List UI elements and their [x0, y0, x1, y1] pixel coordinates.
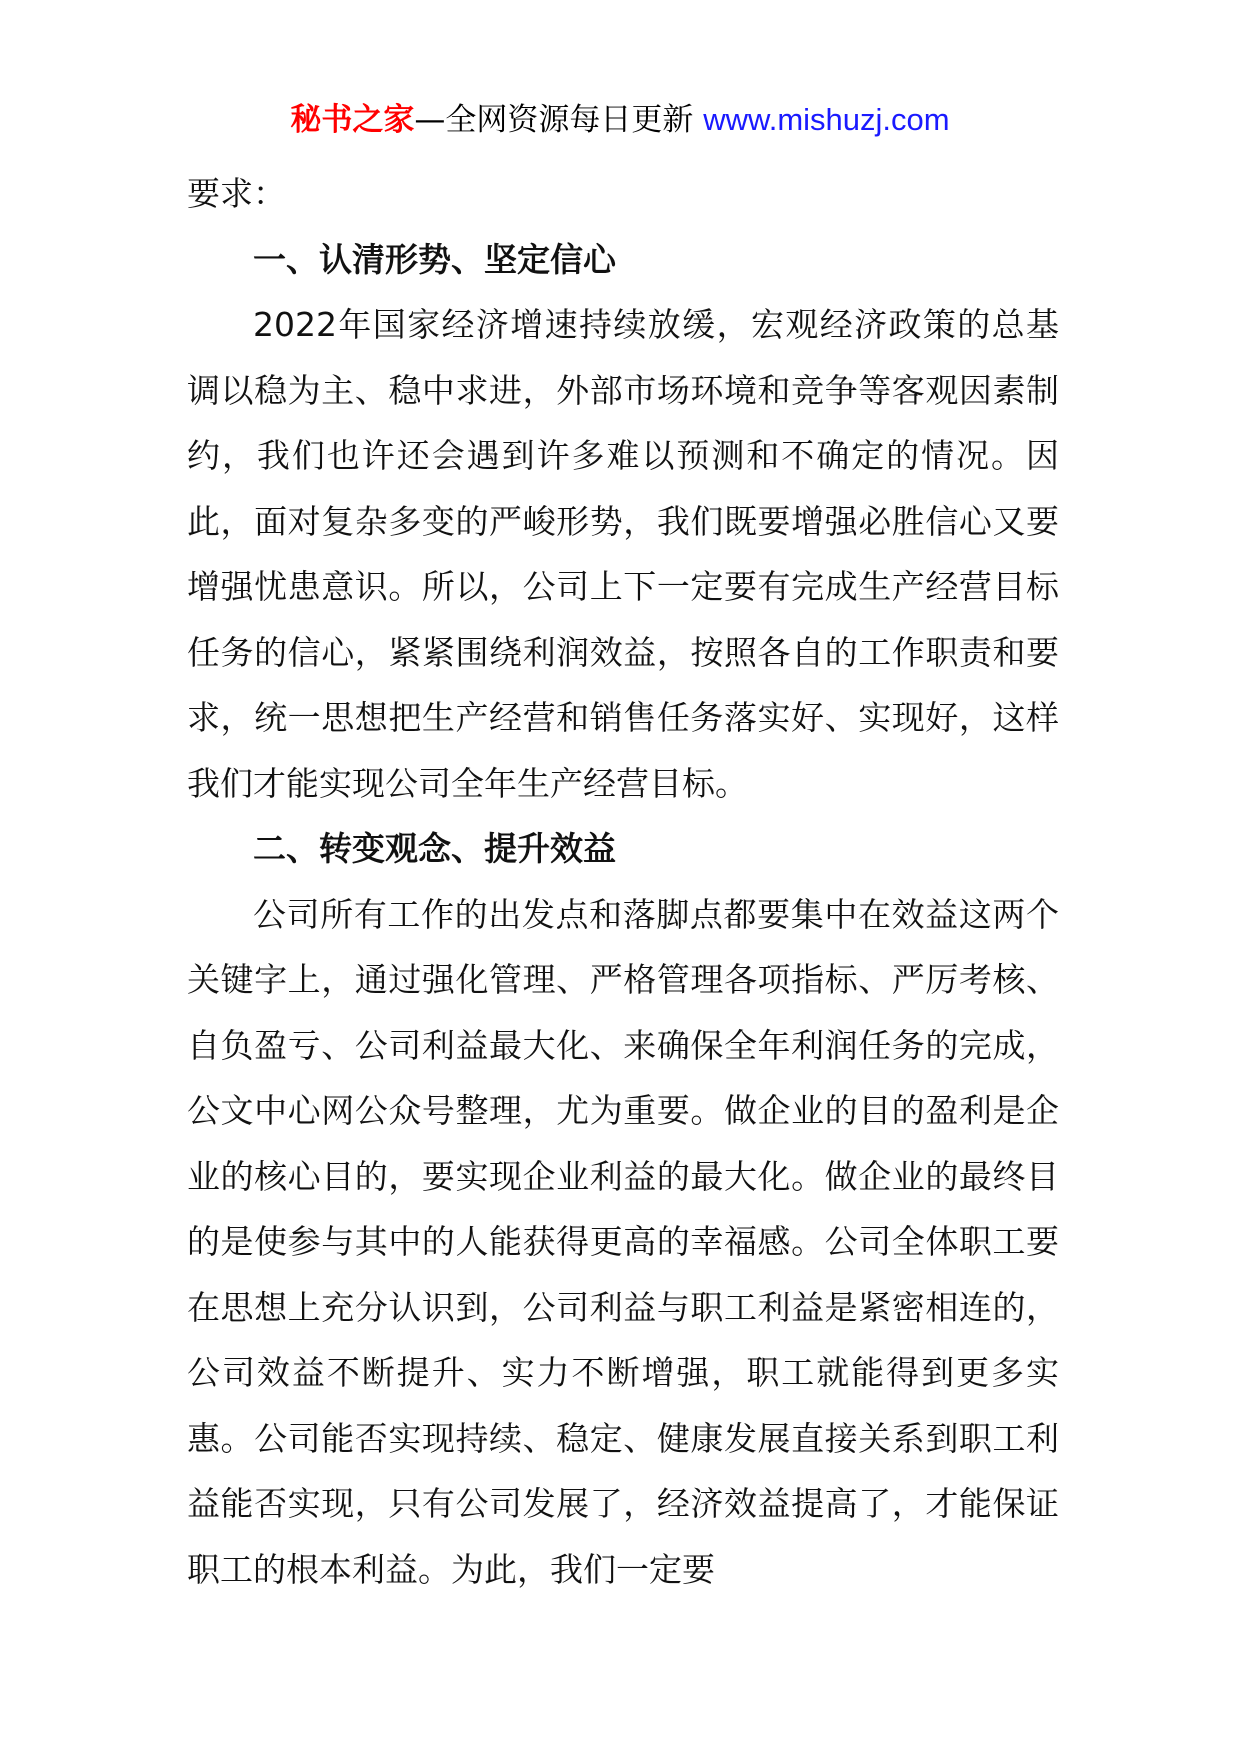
document-body: [187, 161, 1059, 1602]
header-slogan: —全网资源每日更新: [414, 102, 694, 138]
site-url[interactable]: www.mishuzj.com: [703, 102, 950, 137]
section-heading-1: 一、认清形势、坚定信心: [253, 239, 616, 279]
lead-text: 要求：: [187, 174, 286, 213]
brand-name: 秘书之家: [290, 102, 415, 138]
site-header: [0, 98, 1240, 142]
section-heading-2: 二、转变观念、提升效益: [253, 829, 616, 868]
section-paragraph-2: 公司所有工作的出发点和落脚点都要集中在效益这两个关键字上，通过强化管理、严格管理各项指标、严厉考核、自负盈亏、公司利益最大化、来确保全年利润任务的完成，公文中心网公众号整理，尤为重要。做企业的目的盈利是企业的核心目的，要实现企业利益的最大化。做企业的最终目的是使参与其中的人能获得更高的幸福感。公司全体职工要在思想上充分认识到，公司利益与职工利益是紧密相连的，公司效益不断提升、实力不断增强，职工就能得到更多实惠。公司能否实现持续、稳定、健康发展直接关系到职工利益能否实现，只有公司发展了，经济效益提高了，才能保证职工的根本利益。为此，我们一定要: [187, 894, 1059, 1589]
section-paragraph-1: 2022年国家经济增速持续放缓，宏观经济政策的总基调以稳为主、稳中求进，外部市场环境和竞争等客观因素制约，我们也许还会遇到许多难以预测和不确定的情况。因此，面对复杂多变的严峻形势，我们既要增强必胜信心又要增强忧患意识。所以，公司上下一定要有完成生产经营目标任务的信心，紧紧围绕利润效益，按照各自的工作职责和要求，统一思想把生产经营和销售任务落实好、实现好，这样我们才能实现公司全年生产经营目标。: [187, 305, 1059, 803]
